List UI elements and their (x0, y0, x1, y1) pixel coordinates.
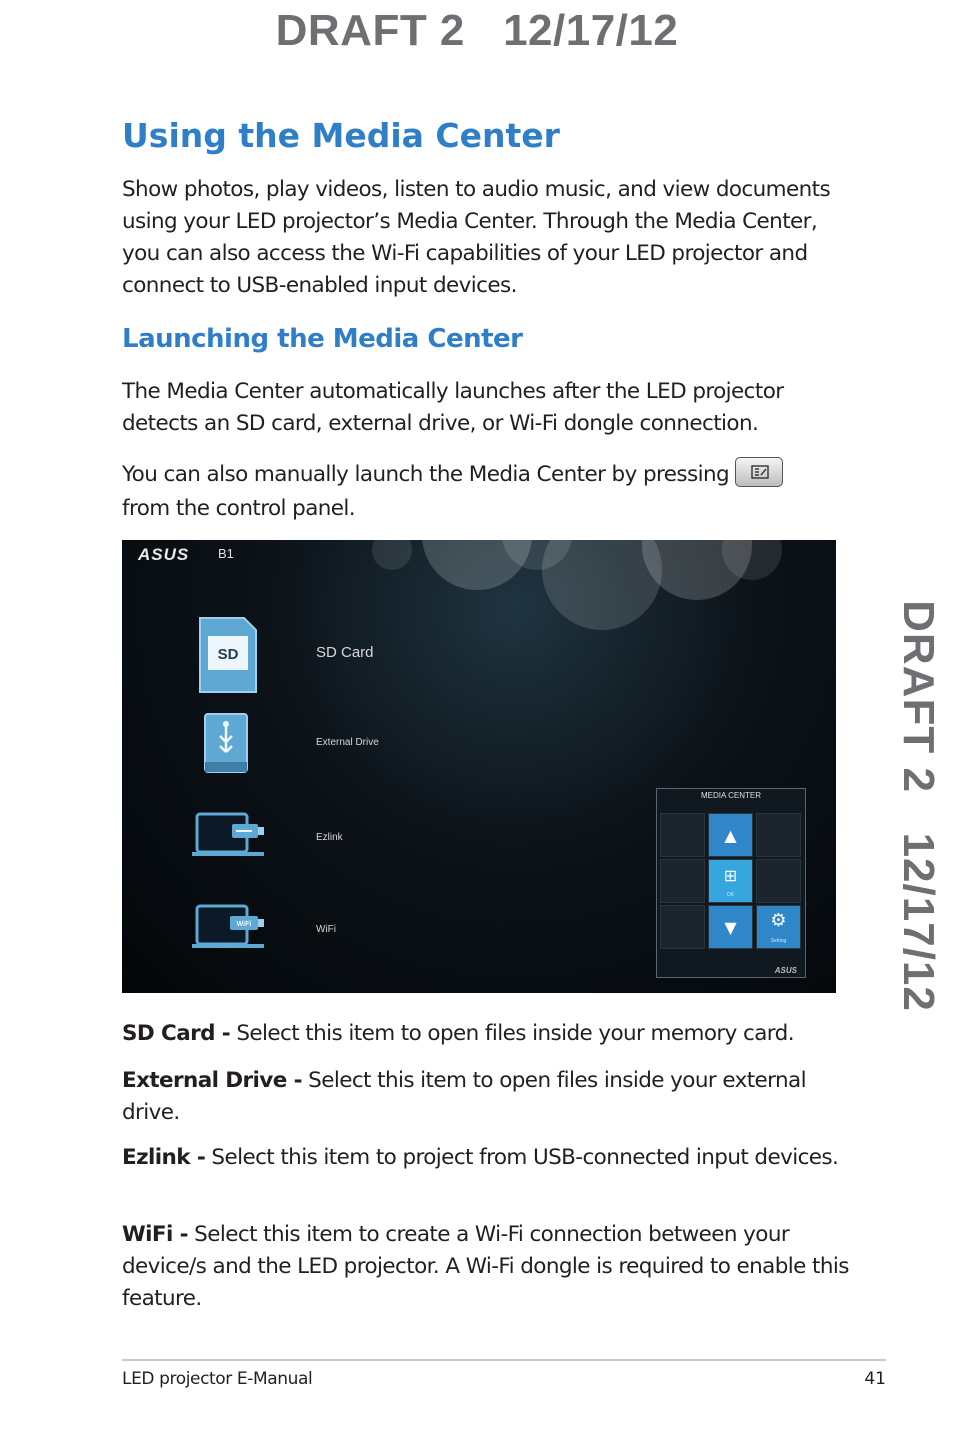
description-text: Select this item to create a Wi-Fi connection between your device/s and the LED projector. A Wi-Fi dongle is required to enable this feature. (122, 1222, 849, 1311)
panel-cell-empty (756, 859, 801, 903)
media-center-screenshot (122, 540, 836, 993)
ok-button-label: OK (726, 892, 735, 898)
up-arrow-button[interactable] (708, 813, 753, 857)
setting-button-label: Setting (770, 938, 787, 944)
sd-badge-text: SD (217, 646, 239, 663)
ezlink-label: Ezlink (316, 832, 343, 843)
manual-launch-text-end: from the control panel. (122, 496, 356, 521)
sd-card-label: SD Card (316, 644, 374, 661)
wifi-label: WiFi (316, 924, 336, 935)
up-arrow-icon: ▲ (724, 826, 737, 845)
description-term: SD Card - (122, 1021, 231, 1046)
description-external-drive (122, 1065, 852, 1129)
description-term: External Drive - (122, 1068, 302, 1093)
page-title: Using the Media Center (122, 116, 560, 155)
wifi-badge-text: WiFi (236, 921, 252, 928)
model-label: B1 (218, 546, 234, 561)
description-ezlink (122, 1142, 852, 1174)
media-center-button-icon (735, 457, 783, 487)
gear-icon: ⚙ (770, 910, 787, 931)
footer-divider (122, 1359, 886, 1361)
section-heading: Launching the Media Center (122, 324, 523, 354)
external-drive-label: External Drive (316, 737, 379, 748)
sd-card-icon (192, 614, 272, 694)
panel-cell-empty (660, 813, 705, 857)
intro-paragraph: Show photos, play videos, listen to audio music, and view documents using your LED projector’s Media Center. Through the Media Center, you can also access the Wi-Fi capabilities of your LED projector and connect to USB-enabled input devices. (122, 177, 831, 298)
asus-logo: ASUS (138, 545, 190, 564)
panel-asus-logo: ASUS (774, 966, 797, 975)
description-text: Select this item to project from USB-connected input devices. (205, 1145, 839, 1170)
usb-drive-icon (192, 712, 272, 792)
description-text: Select this item to open files inside your external drive. (122, 1068, 807, 1125)
description-sd-card (122, 1018, 852, 1050)
description-text: Select this item to open files inside your memory card. (230, 1021, 794, 1046)
panel-cell-empty (660, 905, 705, 949)
description-wifi (122, 1219, 852, 1315)
panel-cell-empty (756, 813, 801, 857)
footer-manual-title: LED projector E-Manual (122, 1369, 313, 1389)
grid-icon: ⊞ (723, 866, 738, 885)
description-term: Ezlink - (122, 1145, 206, 1170)
draft-watermark-top: DRAFT 2 12/17/12 (275, 6, 679, 55)
laptop-usb-icon (192, 806, 272, 886)
laptop-wifi-icon (192, 898, 272, 978)
down-arrow-icon: ▼ (724, 918, 737, 937)
menu-item-sd-card[interactable] (192, 614, 792, 704)
down-arrow-button[interactable] (708, 905, 753, 949)
media-center-panel-title: MEDIA CENTER (700, 791, 761, 800)
media-center-panel (656, 788, 806, 978)
page-number: 41 (864, 1369, 886, 1389)
launch-paragraph: The Media Center automatically launches after the LED projector detects an SD card, external drive, or Wi-Fi dongle connection. (122, 379, 784, 436)
setting-button[interactable] (756, 905, 801, 949)
panel-cell-empty (660, 859, 705, 903)
manual-launch-paragraph (122, 458, 852, 526)
description-term: WiFi - (122, 1222, 188, 1247)
draft-watermark-side-text: DRAFT 2 12/17/12 (894, 600, 943, 1012)
manual-launch-text: You can also manually launch the Media Center by pressing (122, 462, 730, 487)
ok-button[interactable] (708, 859, 753, 903)
